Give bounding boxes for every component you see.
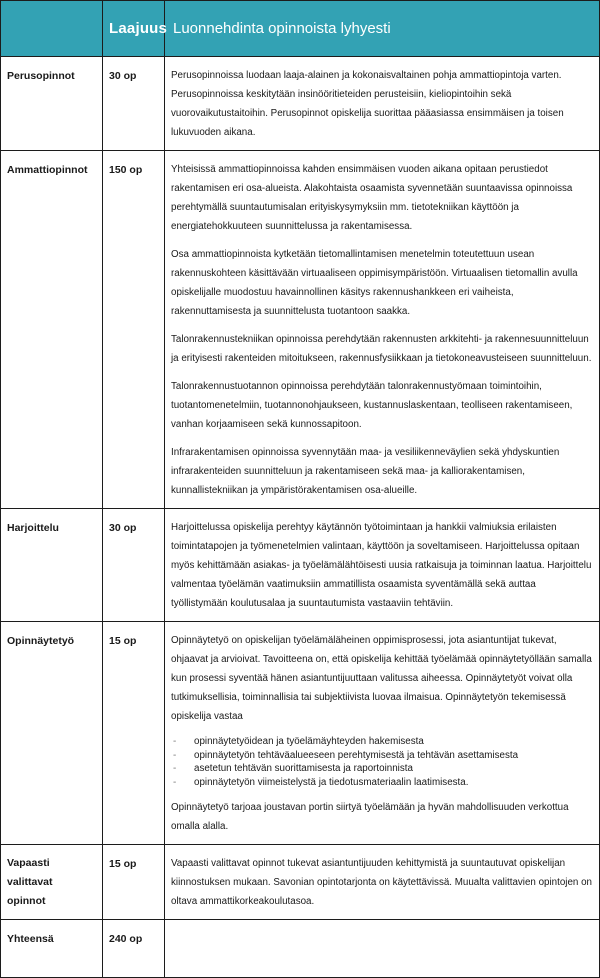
table-row-opinnaytetyo xyxy=(1,622,600,845)
row-amount: 240 op xyxy=(103,920,165,978)
description-paragraph: Talonrakennustekniikan opinnoissa perehdytään rakennusten arkkitehti- ja rakennesuunnitteluun ja erityisesti rakenteiden mitoitukseen, rakennusfysiikkaan ja tietokoneavusteiseen suunnitteluun. xyxy=(171,334,592,364)
row-name-line: Vapaasti xyxy=(7,857,50,869)
row-amount: 15 op xyxy=(103,845,165,920)
row-description xyxy=(165,920,600,978)
description-paragraph: Harjoittelussa opiskelija perehtyy käytännön työtoimintaan ja hankkii valmiuksia erilaisten toimintatapojen ja työmenetelmien valintaan, käyttöön ja soveltamiseen. Harjoittelussa opitaan myös kehittämään asiakas- ja työelämälähtöisesti uusia ratkaisuja ja toiminnan laatua. Harjoittelu valmentaa työelämän vaatimuksiin ammatillista osaamista syventämällä sekä auttaa työllistymään koulutusalaa ja suuntautumista vastaaviin tehtäviin. xyxy=(171,522,592,609)
list-item: - opinnäytetyön viimeistelystä ja tiedotusmateriaalin laatimisesta. xyxy=(171,776,593,790)
table-row-perusopinnot xyxy=(1,57,600,151)
description-paragraph: Opinnäytetyö tarjoaa joustavan portin siirtyä työelämään ja hyvän mahdollisuuden verkottua omalla alalla. xyxy=(171,802,569,832)
list-item: - asetetun tehtävän suorittamisesta ja raportoinnista xyxy=(171,762,593,776)
list-item: - opinnäytetyön tehtäväalueeseen perehtymisestä ja tehtävän asettamisesta xyxy=(171,749,593,763)
row-description xyxy=(165,509,600,622)
row-name: Perusopinnot xyxy=(1,57,103,151)
row-name: Ammattiopinnot xyxy=(1,151,103,509)
row-amount: 30 op xyxy=(103,509,165,622)
table-row-harjoittelu xyxy=(1,509,600,622)
row-name-line: opinnot xyxy=(7,895,46,907)
header-empty-cell xyxy=(1,1,103,57)
row-description xyxy=(165,151,600,509)
row-description xyxy=(165,622,600,845)
description-paragraph: Infrarakentamisen opinnoissa syvennytään maa- ja vesiliikenneväylien sekä yhdyskuntien infrarakenteiden suunnitteluun ja rakentamiseen sekä maa- ja kalliorakentamisen, kunnallistekniikan ja ympäristörakentamisen osa-alueille. xyxy=(171,447,560,496)
row-description xyxy=(165,57,600,151)
description-paragraph: Talonrakennustuotannon opinnoissa perehdytään talonrakennustyömaan toimintoihin, tuotantomenetelmiin, tuotannonohjaukseen, kustannuslaskentaan, teolliseen rakentamiseen, vanhan korjaamiseen sekä kunnossapitoon. xyxy=(171,381,573,430)
description-paragraph: Perusopinnoissa luodaan laaja-alainen ja kokonaisvaltainen pohja ammattiopintoja varten. Perusopinnoissa keskitytään insinööritieteiden perusteisiin, kieliopintoihin sekä vuorovaikutustaitoihin. Perusopinnot opiskelija suorittaa pääasiassa ensimmäisen ja toisen lukuvuoden aikana. xyxy=(171,70,564,138)
table-row-ammattiopinnot xyxy=(1,151,600,509)
header-description: Luonnehdinta opinnoista lyhyesti xyxy=(165,1,600,57)
description-paragraph: Opinnäytetyö on opiskelijan työelämäläheinen oppimisprosessi, jota asiantuntijat tukevat, ohjaavat ja arvioivat. Tavoitteena on, että opiskelija kehittää työelämää opinnäytetyöllään samalla kun prosessi syventää hänen asiantuntijuuttaan valitussa aiheessa. Opinnäytetyöt voivat olla tutkimuksellisia, toiminnallisia tai subjektiivista luovaa ilmaisua. Opinnäytetyön tekemisessä opiskelija vastaa xyxy=(171,635,592,722)
list-item: - opinnäytetyöidean ja työelämäyhteyden hakemisesta xyxy=(171,735,593,749)
row-amount: 15 op xyxy=(103,622,165,845)
row-amount: 150 op xyxy=(103,151,165,509)
header-scope: Laajuus xyxy=(103,1,165,57)
row-name xyxy=(1,845,103,920)
row-name: Harjoittelu xyxy=(1,509,103,622)
row-name-line: valittavat xyxy=(7,876,53,888)
row-name: Yhteensä xyxy=(1,920,103,978)
table-row-vapaasti-valittavat xyxy=(1,845,600,920)
responsibility-list xyxy=(171,735,593,789)
table-header-row xyxy=(1,1,600,57)
row-description xyxy=(165,845,600,920)
row-name: Opinnäytetyö xyxy=(1,622,103,845)
description-paragraph: Vapaasti valittavat opinnot tukevat asiantuntijuuden kehittymistä ja suuntautuvat opiskelijan kiinnostuksen mukaan. Savonian opintotarjonta on käytettävissä. Muualta valittavien opintojen on oltava ammattikorkeakoulutasoa. xyxy=(171,858,592,907)
table-row-total xyxy=(1,920,600,978)
row-amount: 30 op xyxy=(103,57,165,151)
description-paragraph: Yhteisissä ammattiopinnoissa kahden ensimmäisen vuoden aikana opitaan perustiedot rakentamisen eri osa-alueista. Alakohtaista osaamista syvennetään suuntaavissa opinnoissa perehtymällä suuntautumisalan erityiskysymyksiin mm. tietotekniikan käyttöön ja energiatehokkuuteen suunnittelussa ja rakentamisessa. xyxy=(171,164,573,232)
description-paragraph: Osa ammattiopinnoista kytketään tietomallintamisen menetelmin toteutettuun usean rakennuskohteen käsittävään virtuaaliseen oppimisympäristöön. Virtuaalisen tietomallin avulla opiskelijalle muodostuu havainnollinen käsitys rakennushankkeen eri vaiheista, rakennuttamisesta ja suunnittelusta tuotantoon saakka. xyxy=(171,249,578,317)
